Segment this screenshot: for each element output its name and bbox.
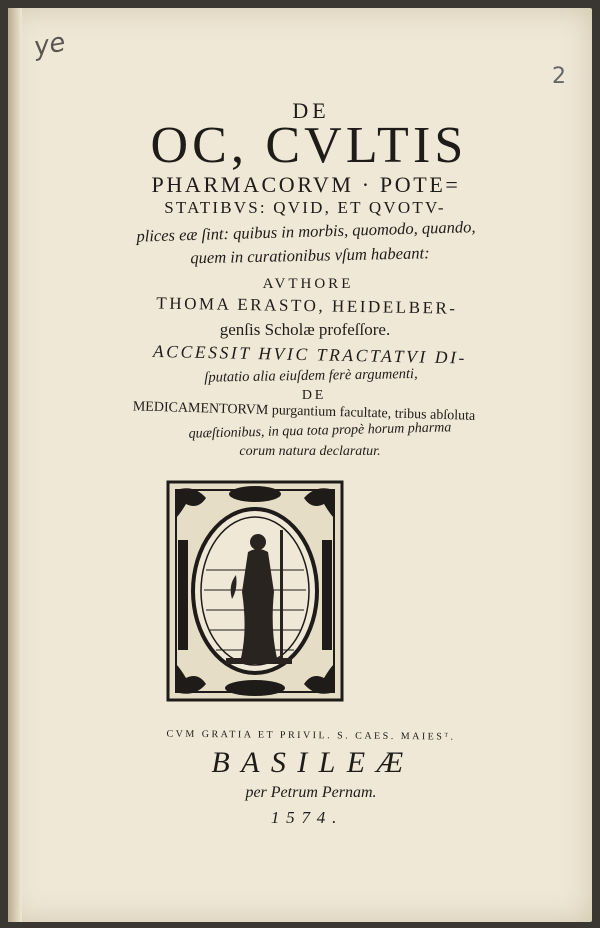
imprint-place: BASILEÆ bbox=[211, 746, 415, 779]
title-pharmacorum: PHARMACORVM · POTE= bbox=[151, 172, 461, 197]
folio-number: 2 bbox=[552, 64, 566, 89]
title-statibus: STATIBVS: QVID, ET QVOTV- bbox=[164, 198, 446, 217]
privilege-line: CVM GRATIA ET PRIVIL. S. CAES. MAIESᵀ. bbox=[166, 728, 456, 743]
author-desc: genſis Scholæ profeſſore. bbox=[219, 320, 391, 339]
title-quem: quem in curationibus vſum habeant: bbox=[190, 243, 430, 268]
title-plices: plices eæ ſint: quibus in morbis, quomodo, quando, bbox=[136, 217, 476, 246]
disputatio-line: ſputatio alia eiuſdem ferè argumenti, bbox=[204, 365, 418, 386]
title-page bbox=[8, 8, 592, 922]
imprint-printer: per Petrum Pernam. bbox=[245, 784, 377, 801]
title-occultis: OC, CVLTIS bbox=[150, 117, 468, 174]
accessit-line: ACCESSIT HVIC TRACTATVI DI- bbox=[152, 340, 468, 368]
author-name: THOMA ERASTO, HEIDELBER- bbox=[156, 293, 458, 318]
corum-line: corum natura declaratur. bbox=[239, 444, 381, 459]
accessit-de: DE bbox=[301, 388, 327, 403]
title-de: DE bbox=[292, 98, 330, 123]
imprint-year: 1574. bbox=[270, 808, 344, 827]
medicamentorum-line: MEDICAMENTORVM purgantium facultate, tribus abſoluta bbox=[132, 399, 476, 424]
author-label: AVTHORE bbox=[262, 276, 354, 292]
printers-device-woodcut bbox=[166, 480, 344, 702]
quaestionibus-line: quæſtionibus, in qua tota propè horum pharma bbox=[188, 420, 452, 442]
manuscript-mark: ye bbox=[31, 27, 68, 63]
